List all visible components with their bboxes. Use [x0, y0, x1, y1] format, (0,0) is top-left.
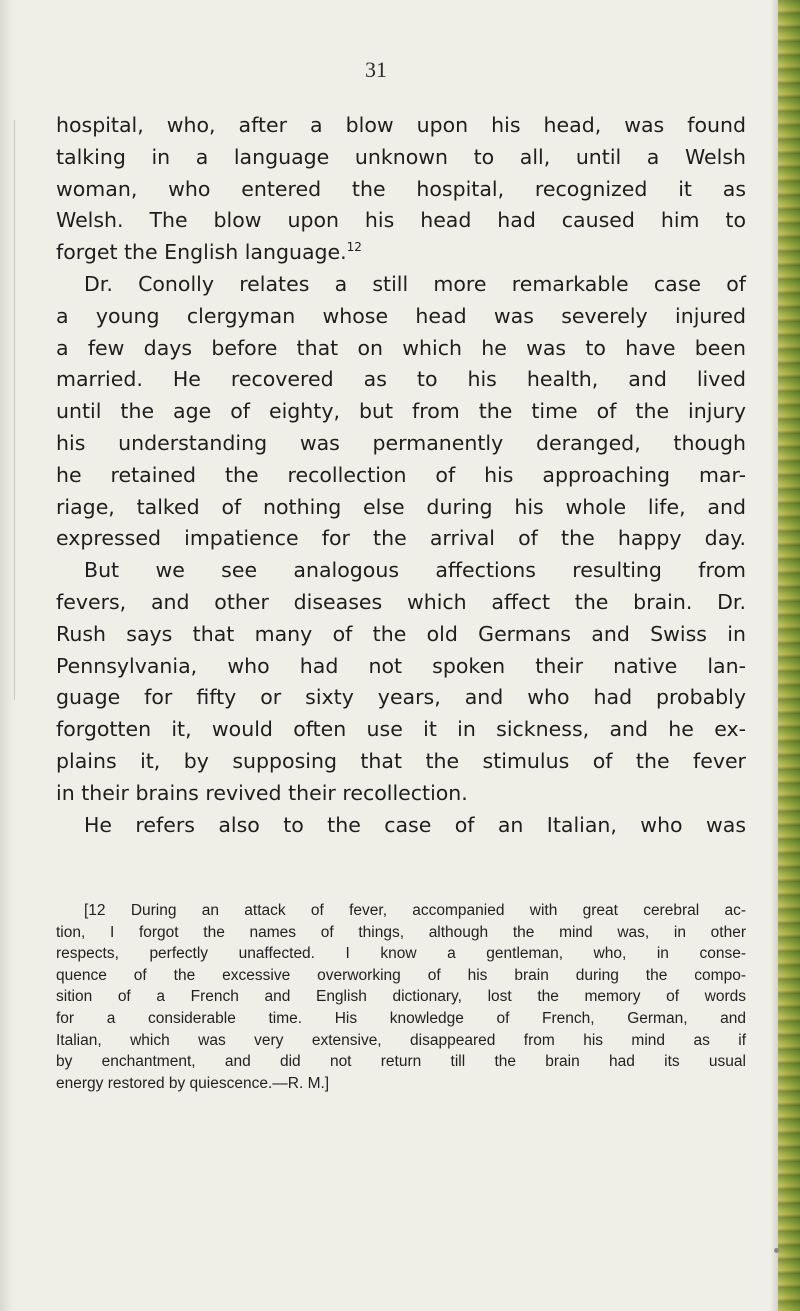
text-line: forget the English language. — [56, 240, 347, 265]
footnote-line: quence of the excessive overworking of his brain during the compo- — [56, 966, 746, 984]
text-line: hospital, who, after a blow upon his head, was found — [56, 113, 746, 137]
footnote-line: tion, I forgot the names of things, although the mind was, in other — [56, 923, 746, 941]
right-edge-shadow — [770, 0, 778, 1311]
text-line: Rush says that many of the old Germans and Swiss in — [56, 621, 746, 646]
text-line: he retained the recollection of his approaching mar- — [56, 462, 746, 487]
text-line: woman, who entered the hospital, recognized it as — [56, 176, 746, 201]
text-line: married. He recovered as to his health, and lived — [56, 367, 746, 392]
book-cover-edge — [778, 0, 800, 1311]
paragraph-start-line: Dr. Conolly relates a still more remarkable case of — [84, 271, 746, 296]
text-line: until the age of eighty, but from the time of the injury — [56, 399, 746, 424]
footnote-line: by enchantment, and did not return till the brain had its usual — [56, 1053, 746, 1071]
text-line: expressed impatience for the arrival of the happy day. — [56, 526, 746, 551]
footnote-line: for a considerable time. His knowledge of French, German, and — [56, 1009, 746, 1027]
ink-speck — [774, 1248, 779, 1253]
page-number: 31 — [365, 57, 387, 82]
footnote-line: energy restored by quiescence.—R. M.] — [56, 1074, 330, 1092]
text-line: talking in a language unknown to all, until a Welsh — [56, 144, 746, 169]
footnote-reference: 12 — [346, 240, 362, 255]
text-line: his understanding was permanently deranged, though — [56, 430, 746, 455]
text-line: riage, talked of nothing else during his whole life, and — [56, 494, 746, 519]
gutter-line — [14, 120, 15, 700]
text-line: plains it, by supposing that the stimulus of the fever — [56, 748, 746, 773]
footnote-line: sition of a French and English dictionary, lost the memory of words — [56, 988, 746, 1006]
text-line: forgotten it, would often use it in sickness, and he ex- — [56, 717, 746, 742]
text-line: a few days before that on which he was to have been — [56, 335, 746, 360]
footnote-line: respects, perfectly unaffected. I know a gentleman, who, in conse- — [56, 945, 746, 963]
text-line: Welsh. The blow upon his head had caused him to — [56, 208, 746, 233]
text-line-with-footnote — [56, 237, 746, 269]
footnote-line: [12 During an attack of fever, accompanied with great cerebral ac- — [84, 902, 746, 919]
text-line: guage for fifty or sixty years, and who had probably — [56, 685, 746, 710]
text-line: in their brains revived their recollection. — [56, 780, 468, 805]
footnote — [56, 900, 746, 1094]
paragraph-start-line: But we see analogous affections resulting from — [84, 558, 746, 583]
text-line: fevers, and other diseases which affect the brain. Dr. — [56, 589, 746, 614]
text-line: Pennsylvania, who had not spoken their native lan- — [56, 653, 746, 678]
main-text — [56, 110, 746, 841]
text-line: a young clergyman whose head was severely injured — [56, 303, 746, 328]
paragraph-start-line: He refers also to the case of an Italian, who was — [84, 812, 746, 837]
footnote-line: Italian, which was very extensive, disappeared from his mind as if — [56, 1031, 746, 1049]
